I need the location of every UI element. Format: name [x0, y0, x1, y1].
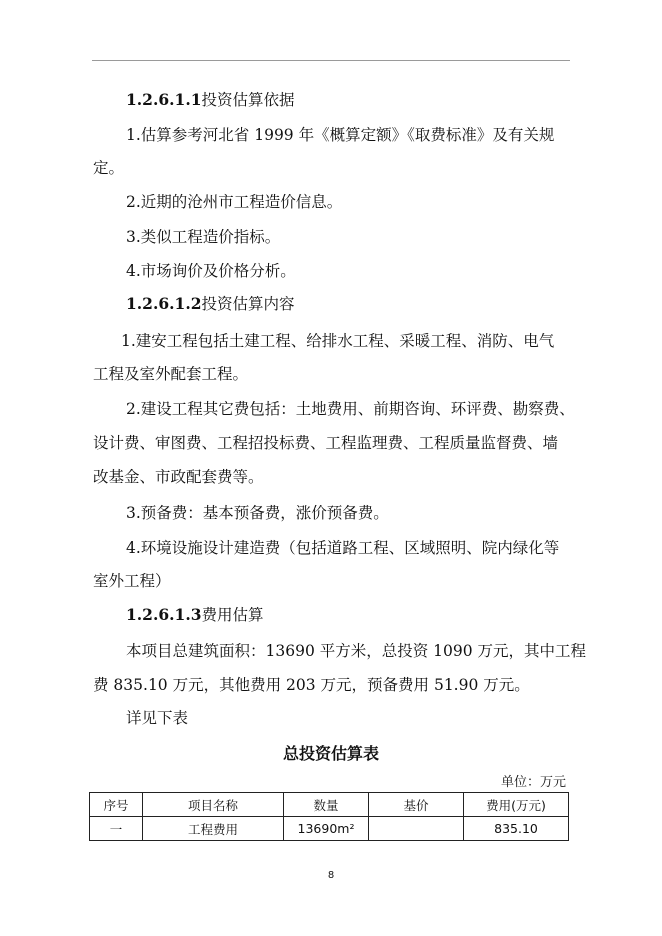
header-cell-price: 基价 — [369, 793, 464, 817]
section-title: 投资估算依据 — [201, 91, 295, 109]
section-title: 投资估算内容 — [201, 295, 295, 313]
content-item-1-line1: 1.建安工程包括土建工程、给排水工程、采暖工程、消防、电气 — [121, 332, 555, 350]
basis-item-2: 2.近期的沧州市工程造价信息。 — [126, 193, 343, 211]
estimate-line1: 本项目总建筑面积：13690 平方米，总投资 1090 万元，其中工程 — [126, 642, 587, 660]
estimate-line2: 费 835.10 万元，其他费用 203 万元，预备费用 51.90 万元。 — [93, 676, 530, 694]
cell-name: 工程费用 — [143, 817, 284, 841]
content-item-1-line2: 工程及室外配套工程。 — [93, 365, 249, 383]
content-item-2-line2: 设计费、审图费、工程招投标费、工程监理费、工程质量监督费、墙 — [93, 434, 559, 452]
section-number: 1.2.6.1.2 — [126, 294, 202, 313]
page-number: 8 — [327, 870, 335, 881]
basis-item-4: 4.市场询价及价格分析。 — [126, 262, 296, 280]
content-item-4-line1: 4.环境设施设计建造费（包括道路工程、区域照明、院内绿化等 — [126, 539, 560, 557]
cell-qty: 13690m² — [284, 817, 369, 841]
header-cell-cost: 费用(万元) — [464, 793, 569, 817]
section-number: 1.2.6.1.1 — [126, 90, 202, 109]
table-title: 总投资估算表 — [282, 744, 379, 763]
cell-cost: 835.10 — [464, 817, 569, 841]
header-cell-name: 项目名称 — [143, 793, 284, 817]
cost-estimate-table — [89, 792, 569, 841]
section-heading-content — [126, 294, 295, 314]
header-rule — [92, 60, 570, 61]
section-heading-estimate — [126, 605, 264, 625]
section-heading-basis — [126, 90, 295, 110]
basis-item-3: 3.类似工程造价指标。 — [126, 228, 281, 246]
table-header-row — [90, 793, 569, 817]
section-title: 费用估算 — [201, 606, 264, 624]
see-below-text: 详见下表 — [126, 709, 189, 727]
header-cell-no: 序号 — [90, 793, 143, 817]
cell-price — [369, 817, 464, 841]
section-number: 1.2.6.1.3 — [126, 605, 202, 624]
cell-no: 一 — [90, 817, 143, 841]
basis-item-1-line1: 1.估算参考河北省 1999 年《概算定额》《取费标准》及有关规 — [126, 126, 555, 144]
content-item-2-line1: 2.建设工程其它费包括：土地费用、前期咨询、环评费、勘察费、 — [126, 400, 575, 418]
table-unit: 单位：万元 — [500, 775, 566, 790]
table-row — [90, 817, 569, 841]
header-cell-qty: 数量 — [284, 793, 369, 817]
content-item-2-line3: 改基金、市政配套费等。 — [93, 468, 264, 486]
content-item-3: 3.预备费：基本预备费，涨价预备费。 — [126, 504, 389, 522]
content-item-4-line2: 室外工程） — [93, 572, 171, 590]
basis-item-1-line2: 定。 — [93, 159, 125, 177]
